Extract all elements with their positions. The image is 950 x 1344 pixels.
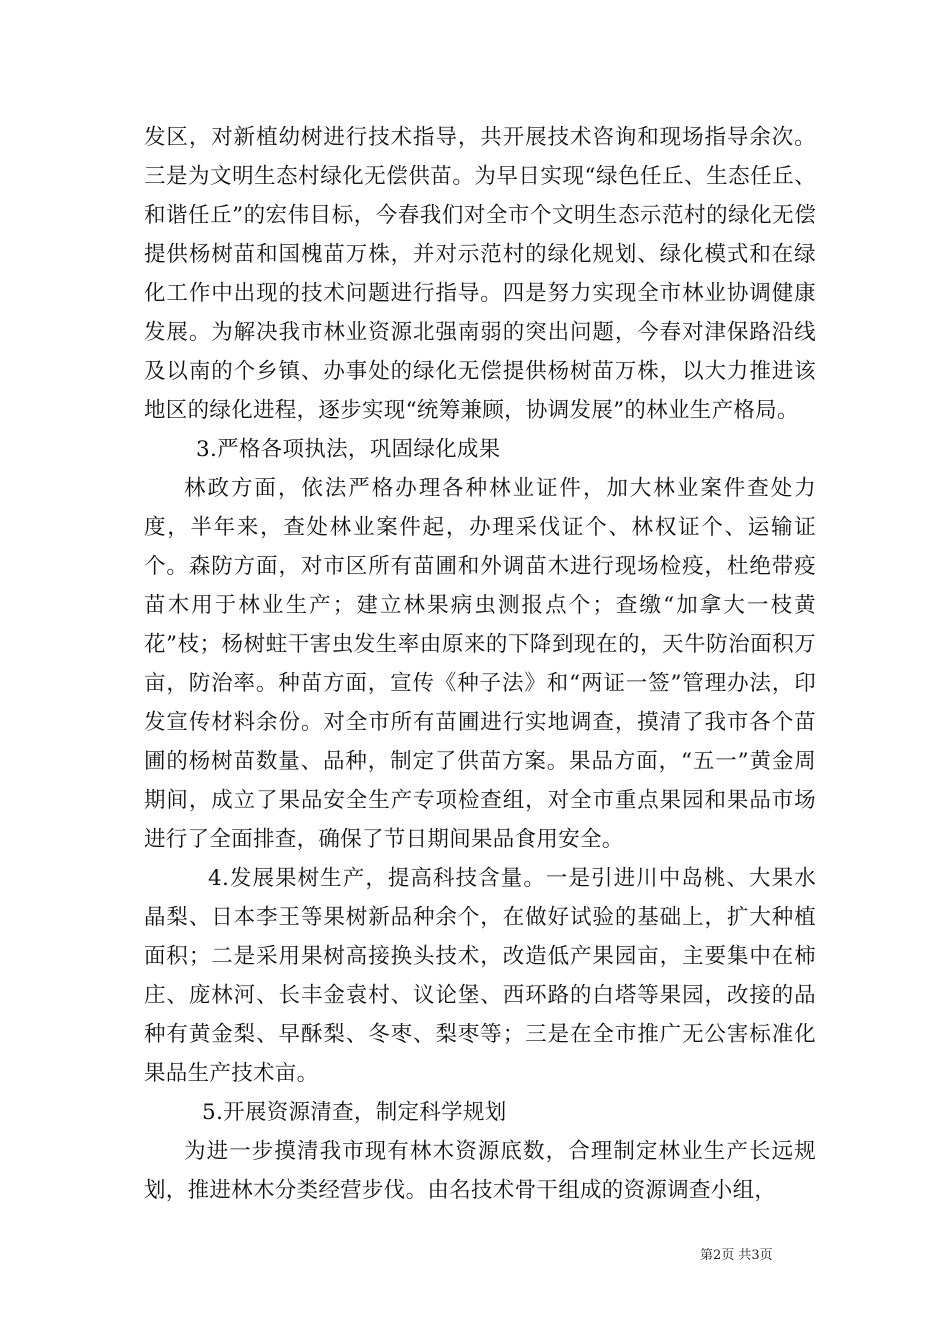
paragraph-section-4: 4.发展果树生产，提高科技含量。一是引进川中岛桃、大果水晶梨、日本李王等果树新品种余个，在做好试验的基础上，扩大种植面积；二是采用果树高接换头技术，改造低产果园亩，主要集中在柿庄、庞林河、长丰金袁村、议论堡、西环路的白塔等果园，改接的品种有黄金梨、早酥梨、冬枣、梨枣等；三是在全市推广无公害标准化果品生产技术亩。 xyxy=(144,866,816,1086)
paragraph-section-3: 林政方面，依法严格办理各种林业证件，加大林业案件查处力度，半年来，查处林业案件起，办理采伐证个、林权证个、运输证个。森防方面，对市区所有苗圃和外调苗木进行现场检疫，杜绝带疫苗木用于林业生产；建立林果病虫测报点个；查缴“加拿大一枝黄花”枝；杨树蛀干害虫发生率由原来的下降到现在的，天牛防治面积万亩，防治率。种苗方面，宣传《种子法》和“两证一签”管理办法，印发宣传材料余份。对全市所有苗圃进行实地调查，摸清了我市各个苗圃的杨树苗数量、品种，制定了供苗方案。果品方面，“五一”黄金周期间，成立了果品安全生产专项检查组，对全市重点果园和果品市场进行了全面排查，确保了节日期间果品食用安全。 xyxy=(144,476,816,852)
heading-section-5: 5.开展资源清查，制定科学规划 xyxy=(202,1100,507,1125)
paragraph-continuation: 发区，对新植幼树进行技术指导，共开展技术咨询和现场指导余次。三是为文明生态村绿化无偿供苗。为早日实现“绿色任丘、生态任丘、和谐任丘”的宏伟目标，今春我们对全市个文明生态示范村的绿化无偿提供杨树苗和国槐苗万株，并对示范村的绿化规划、绿化模式和在绿化工作中出现的技术问题进行指导。四是努力实现全市林业协调健康发展。为解决我市林业资源北强南弱的突出问题，今春对津保路沿线及以南的个乡镇、办事处的绿化无偿提供杨树苗万株，以大力推进该地区的绿化进程，逐步实现“统筹兼顾，协调发展”的林业生产格局。 xyxy=(144,125,816,423)
document-body xyxy=(144,118,816,1210)
paragraph-section-5: 为进一步摸清我市现有林木资源底数，合理制定林业生产长远规划，推进林木分类经营步伐。由名技术骨干组成的资源调查小组， xyxy=(144,1139,816,1203)
heading-section-3: 3.严格各项执法，巩固绿化成果 xyxy=(196,437,501,462)
page-number-footer: 第2页 共3页 xyxy=(700,1248,773,1263)
